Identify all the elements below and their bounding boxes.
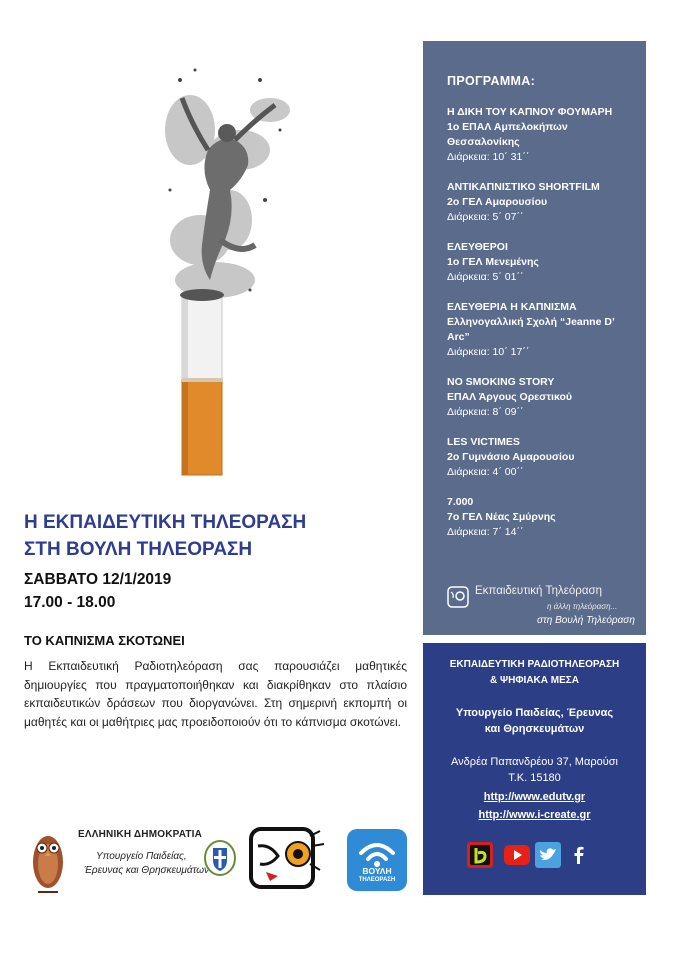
program-item: LES VICTIMES 2ο Γυμνάσιο Αμαρουσίου Διάρκεια: 4΄ 00΄΄	[447, 436, 575, 478]
program-item: Η ΔΙΚΗ ΤΟΥ ΚΑΠΝΟΥ ΦΟΥΜΑΡΗ 1ο ΕΠΑΛ Αμπελοκήπων Θεσσαλονίκης Διάρκεια: 10΄ 31΄΄	[447, 106, 613, 163]
program-item: ΕΛΕΥΘΕΡΟΙ 1ο ΓΕΛ Μενεμένης Διάρκεια: 5΄ 01΄΄	[447, 241, 539, 283]
vouli-sub: ΤΗΛΕΟΡΑΣΗ	[358, 877, 396, 883]
icreate-link[interactable]: http://www.i-create.gr	[478, 809, 591, 821]
contact-organization: ΕΚΠΑΙΔΕΥΤΙΚΗ ΡΑΔΙΟΤΗΛΕΟΡΑΣΗ & ΨΗΦΙΑΚΑ ΜΕΣΑ	[449, 659, 620, 686]
vouli-name: ΒΟΥΛΗ	[362, 866, 392, 876]
main-title-line2: ΣΤΗ ΒΟΥΛΗ ΤΗΛΕΟΡΑΣΗ	[24, 539, 253, 560]
ministry-name: Υπουργείο Παιδείας, Έρευνας και Θρησκευμάτων	[84, 851, 209, 876]
contact-panel	[423, 643, 646, 895]
contact-ministry: Υπουργείο Παιδείας, Έρευνας και Θρησκευμάτων	[455, 707, 614, 735]
tv-camera-icon	[447, 586, 469, 608]
greek-republic-logo	[28, 822, 228, 894]
youtube-icon[interactable]	[504, 842, 530, 868]
program-heading: ΠΡΟΓΡΑΜΜΑ:	[447, 74, 536, 88]
section-title: ΤΟ ΚΑΠΝΙΣΜΑ ΣΚΟΤΩΝΕΙ	[24, 633, 185, 648]
program-item: NO SMOKING STORY ΕΠΑΛ Άργους Ορεστικού Διάρκεια: 8΄ 09΄΄	[447, 376, 572, 418]
vouli-tv-logo	[347, 829, 407, 891]
vouli-wifi-icon	[357, 837, 397, 867]
panel-logo-name: Εκπαιδευτική Τηλεόραση	[475, 585, 602, 597]
facebook-icon[interactable]	[566, 842, 592, 868]
program-item: ΑΝΤΙΚΑΠΝΙΣΤΙΚΟ SHORTFILM 2ο ΓΕΛ Αμαρουσίου Διάρκεια: 5΄ 07΄΄	[447, 181, 600, 223]
edutv-face-icon	[248, 826, 328, 891]
owl-icon	[28, 822, 68, 894]
twitter-icon[interactable]	[535, 842, 561, 868]
edutv-link[interactable]: http://www.edutv.gr	[483, 791, 586, 803]
program-item: ΕΛΕΥΘΕΡΙΑ Η ΚΑΠΝΙΣΜΑ Ελληνογαλλική Σχολή “Jeanne D’ Arc” Διάρκεια: 10΄ 17΄΄	[447, 301, 615, 358]
program-item: 7.000 7ο ΓΕΛ Νέας Σμύρνης Διάρκεια: 7΄ 14΄΄	[447, 496, 556, 538]
main-title-line1: Η ΕΚΠΑΙΔΕΥΤΙΚΗ ΤΗΛΕΟΡΑΣΗ	[24, 512, 307, 533]
description-text: Η Εκπαιδευτική Ραδιοτηλεόραση σας παρουσιάζει μαθητικές δημιουργίες που πραγματοποιήθηκαν και διακρίθηκαν στο πλαίσιο εκπαιδευτικών δράσεων που διοργανώνει. Στη σημερινή εκπομπή οι μαθητές και οι μαθήτριες μας προειδοποιούν ότι το κάπνισμα σκοτώνει.	[24, 659, 407, 729]
edutv-panel-logo	[447, 579, 637, 629]
panel-logo-slogan: η άλλη τηλεόραση...	[547, 602, 618, 611]
edutv-social-icon[interactable]	[467, 842, 493, 868]
republic-title: ΕΛΛΗΝΙΚΗ ΔΗΜΟΚΡΑΤΙΑ	[78, 829, 203, 840]
social-links	[467, 842, 607, 872]
panel-logo-on-vouli: στη Βουλή Τηλεόραση	[537, 615, 635, 626]
air-date: ΣΑΒΒΑΤΟ 12/1/2019	[24, 571, 172, 588]
contact-address: Ανδρέα Παπανδρέου 37, Μαρούσι Τ.Κ. 15180	[451, 756, 618, 784]
main-title	[24, 509, 404, 563]
air-time: 17.00 - 18.00	[24, 594, 116, 611]
greek-crest-icon	[204, 840, 236, 876]
cigarette-illustration	[120, 40, 335, 480]
program-panel	[423, 41, 646, 635]
